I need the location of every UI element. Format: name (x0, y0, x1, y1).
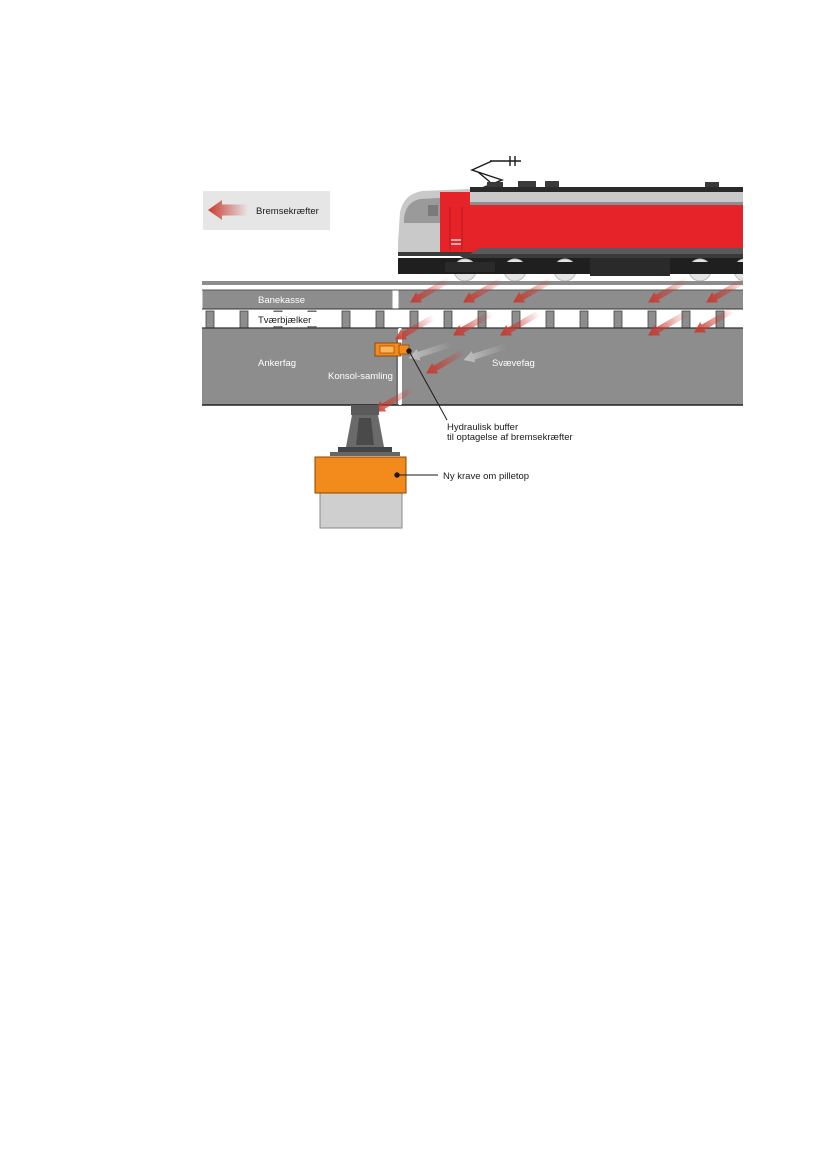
pillar-shaft (320, 492, 402, 528)
label-svaevefag: Svævefag (492, 358, 535, 369)
hydraulic-buffer (375, 343, 409, 356)
label-banekasse: Banekasse (258, 295, 306, 306)
callout-buffer-line1: Hydraulisk buffer (447, 422, 519, 433)
label-ankerfag: Ankerfag (258, 358, 297, 369)
callout-krave: Ny krave om pilletop (443, 471, 530, 482)
pillar (315, 457, 406, 528)
callout-buffer-line2: til optagelse af bremsekræfter (447, 432, 573, 443)
pillar-collar (315, 457, 406, 493)
legend-label: Bremsekræfter (256, 206, 319, 217)
legend (203, 191, 330, 230)
train-wheels (398, 258, 756, 281)
label-tvaerbjaelker: Tværbjælker (258, 315, 312, 326)
label-konsol: Konsol-samling (328, 371, 393, 382)
bearing-support (330, 405, 400, 456)
